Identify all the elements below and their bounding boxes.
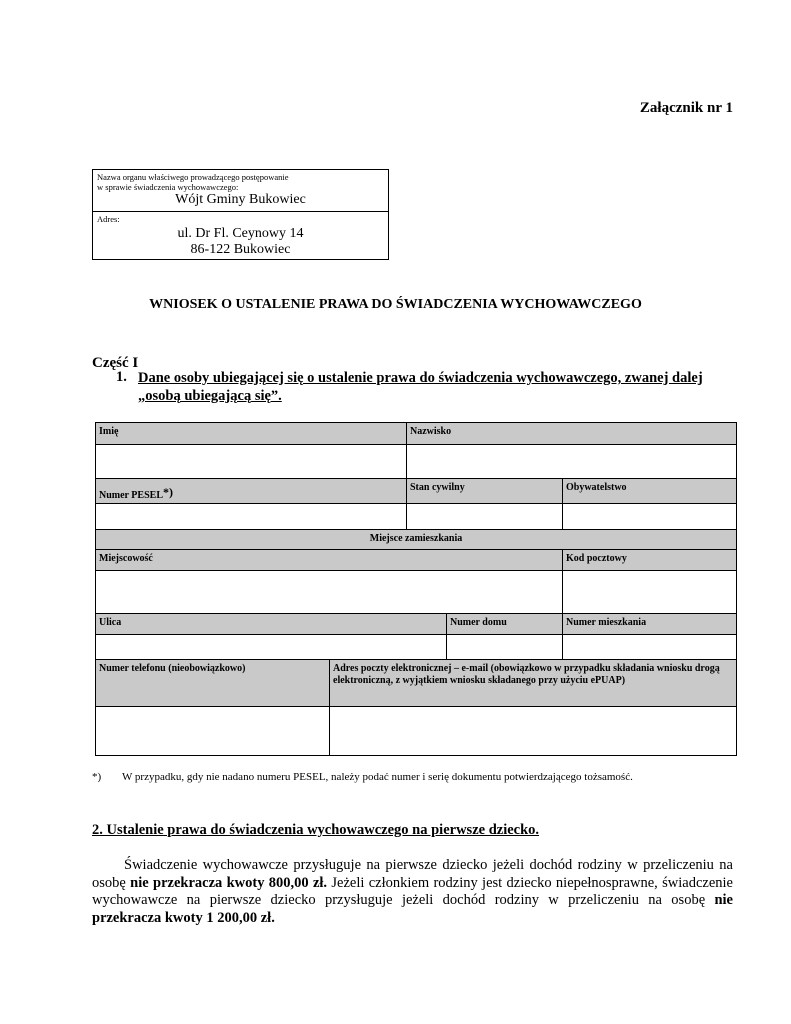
footnote-text: W przypadku, gdy nie nadano numeru PESEL, należy podać numer i serię dokumentu potwierdzającego tożsamość. bbox=[122, 771, 633, 783]
section2-heading: 2. Ustalenie prawa do świadczenia wychowawczego na pierwsze dziecko. bbox=[92, 822, 540, 838]
city-label: Miejscowość bbox=[95, 549, 563, 571]
phone-field[interactable] bbox=[95, 706, 330, 756]
part-heading: Część I bbox=[92, 355, 139, 371]
authority-name-label-line2: w sprawie świadczenia wychowawczego: bbox=[97, 182, 239, 192]
authority-name: Wójt Gminy Bukowiec bbox=[175, 192, 306, 207]
section1-heading bbox=[138, 369, 738, 405]
apartment-number-field[interactable] bbox=[562, 634, 737, 660]
section2-limit-1: nie przekracza kwoty 800,00 zł. bbox=[130, 874, 328, 891]
pesel-label-text: Numer PESEL bbox=[99, 490, 163, 501]
authority-address-section bbox=[93, 212, 388, 260]
footnote-mark: *) bbox=[92, 771, 102, 783]
section2-limit-2: nie przekracza kwoty 1 200,00 zł. bbox=[92, 892, 733, 926]
first-name-field[interactable] bbox=[95, 444, 407, 479]
section1-number: 1. bbox=[116, 369, 127, 385]
section1-heading-line2: „osobą ubiegającą się”. bbox=[138, 388, 282, 404]
marital-status-label: Stan cywilny bbox=[406, 478, 563, 504]
postal-code-field[interactable] bbox=[562, 570, 737, 614]
first-name-label: Imię bbox=[95, 422, 407, 445]
house-number-label: Numer domu bbox=[446, 613, 563, 635]
pesel-label bbox=[95, 478, 407, 504]
city-field[interactable] bbox=[95, 570, 563, 614]
email-label: Adres poczty elektronicznej – e-mail (obowiązkowo w przypadku składania wniosku drogą elektroniczną, z wyjątkiem wniosku składanego przy użyciu ePUAP) bbox=[329, 659, 737, 707]
citizenship-label: Obywatelstwo bbox=[562, 478, 737, 504]
authority-address-label: Adres: bbox=[97, 214, 120, 224]
section2-paragraph bbox=[92, 857, 733, 927]
street-field[interactable] bbox=[95, 634, 447, 660]
last-name-field[interactable] bbox=[406, 444, 737, 479]
apartment-number-label: Numer mieszkania bbox=[562, 613, 737, 635]
street-label: Ulica bbox=[95, 613, 447, 635]
pesel-footnote-mark: *) bbox=[163, 485, 173, 499]
phone-label: Numer telefonu (nieobowiązkowo) bbox=[95, 659, 330, 707]
citizenship-field[interactable] bbox=[562, 503, 737, 530]
authority-name-section bbox=[93, 170, 388, 212]
authority-name-label bbox=[93, 170, 388, 192]
marital-status-field[interactable] bbox=[406, 503, 563, 530]
document-title: WNIOSEK O USTALENIE PRAWA DO ŚWIADCZENIA WYCHOWAWCZEGO bbox=[149, 297, 642, 312]
section2-text-2: Jeżeli członkiem rodziny jest dziecko niepełnosprawne, świadczenie wychowawcze na pierwsze dziecko przysługuje jeżeli dochód rodziny w przeliczeniu na osobę bbox=[92, 874, 733, 908]
authority-address-line2: 86-122 Bukowiec bbox=[190, 242, 291, 257]
annex-label: Załącznik nr 1 bbox=[639, 100, 733, 116]
residence-heading: Miejsce zamieszkania bbox=[95, 529, 737, 550]
pesel-field[interactable] bbox=[95, 503, 407, 530]
authority-name-label-line1: Nazwa organu właściwego prowadzącego postępowanie bbox=[97, 172, 289, 182]
last-name-label: Nazwisko bbox=[406, 422, 737, 445]
pesel-footnote bbox=[92, 771, 633, 783]
house-number-field[interactable] bbox=[446, 634, 563, 660]
section1-heading-line1: Dane osoby ubiegającej się o ustalenie prawa do świadczenia wychowawczego, zwanej dalej bbox=[138, 370, 703, 386]
authority-address-line1: ul. Dr Fl. Ceynowy 14 bbox=[177, 226, 304, 241]
email-field[interactable] bbox=[329, 706, 737, 756]
authority-box bbox=[92, 169, 389, 260]
postal-code-label: Kod pocztowy bbox=[562, 549, 737, 571]
section2-text-1: Świadczenie wychowawcze przysługuje na pierwsze dziecko jeżeli dochód rodziny w przeliczeniu na osobę bbox=[92, 857, 733, 891]
